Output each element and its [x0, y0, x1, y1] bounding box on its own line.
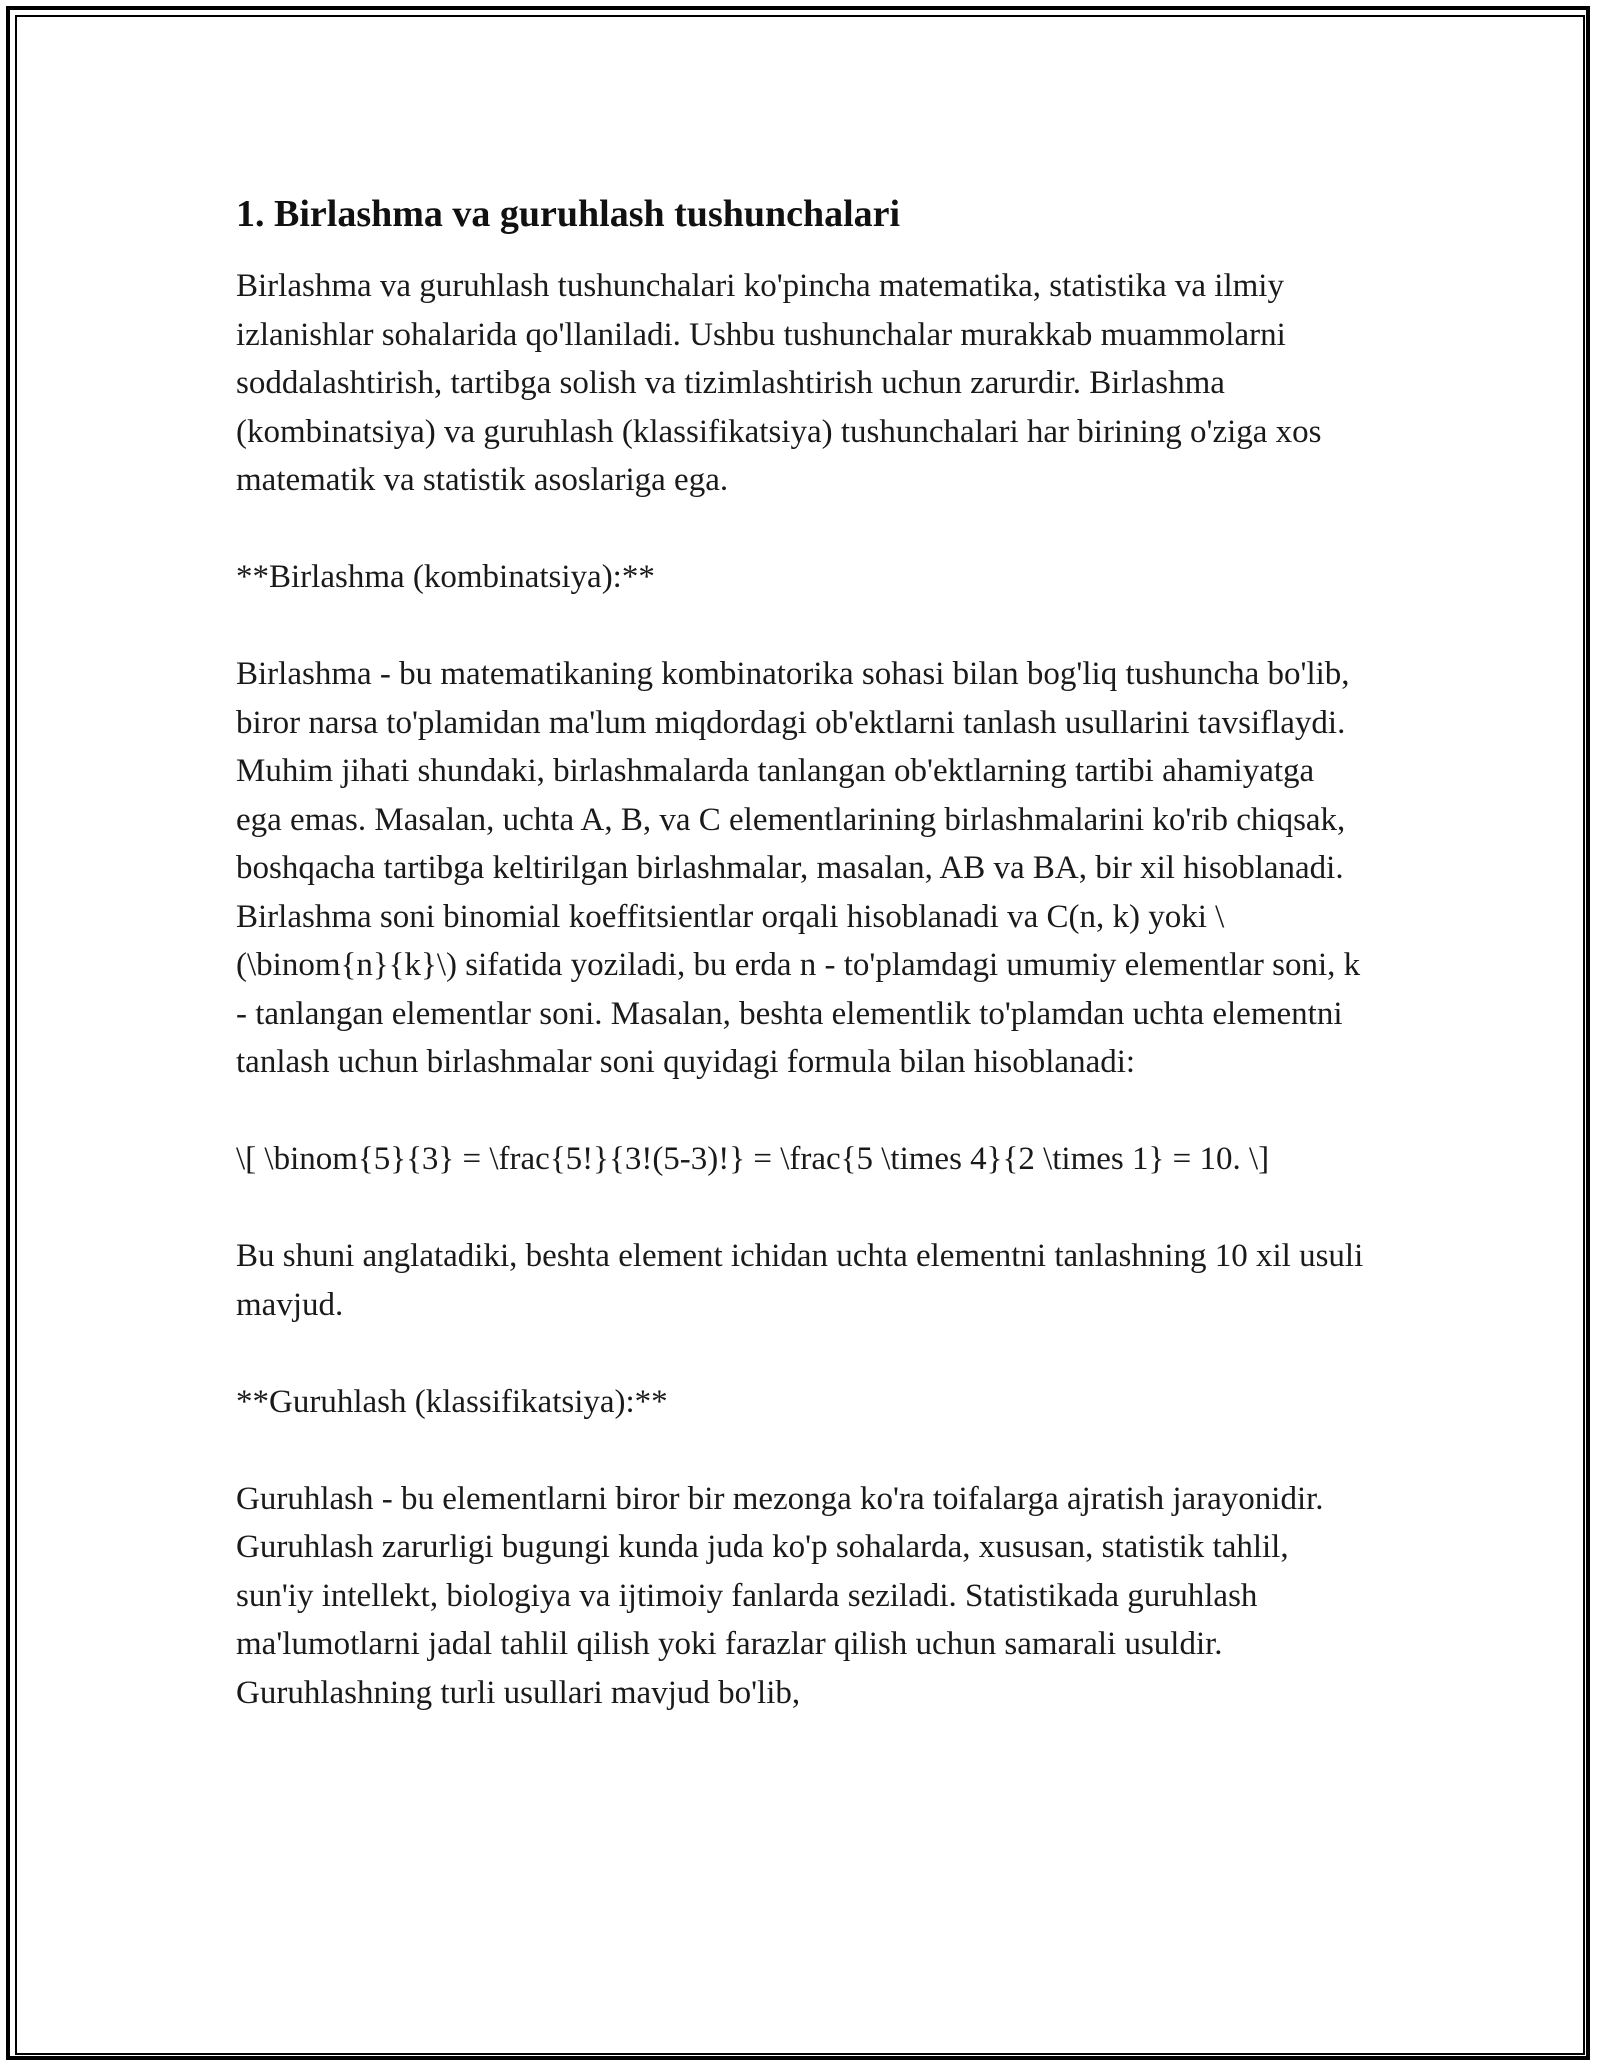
- intro-paragraph: Birlashma va guruhlash tushunchalari ko'pincha matematika, statistika va ilmiy izlanishlar sohalarida qo'llaniladi. Ushbu tushunchalar murakkab muammolarni soddalashtirish, tartibga solish va tizimlashtirish uchun zarurdir. Birlashma (kombinatsiya) va guruhlash (klassifikatsiya) tushunchalari har birining o'ziga xos matematik va statistik asoslariga ega.: [236, 268, 1330, 498]
- guruhlash-paragraph: Guruhlash - bu elementlarni biror bir mezonga ko'ra toifalarga ajratish jarayonidir. Guruhlash zarurligi bugungi kunda juda ko'p sohalarda, xususan, statistik tahlil, sun'iy intellekt, biologiya va ijtimoiy fanlarda seziladi. Statistikada guruhlash ma'lumotlarni jadal tahlil qilish yoki farazlar qilish uchun samarali usuldir. Guruhlashning turli usullari mavjud bo'lib,: [236, 1480, 1332, 1711]
- document-body: [236, 190, 1372, 1766]
- subheading-guruhlash: **Guruhlash (klassifikatsiya):**: [236, 1383, 668, 1420]
- birlashma-paragraph: Birlashma - bu matematikaning kombinatorika sohasi bilan bog'liq tushuncha bo'lib, biror narsa to'plamidan ma'lum miqdordagi ob'ektlarni tanlash usullarini tavsiflaydi. Muhim jihati shundaki, birlashmalarda tanlangan ob'ektlarning tartibi ahamiyatga ega emas. Masalan, uchta A, B, va C elementlarining birlashmalarini ko'rib chiqsak, boshqacha tartibga keltirilgan birlashmalar, masalan, AB va BA, bir xil hisoblanadi. Birlashma soni binomial koeffitsientlar orqali hisoblanadi va C(n, k) yoki \(\binom{n}{k}\) sifatida yoziladi, bu erda n - to'plamdagi umumiy elementlar soni, k - tanlangan elementlar soni. Masalan, beshta elementlik to'plamdan uchta elementni tanlash uchun birlashmalar soni quyidagi formula bilan hisoblanadi:: [236, 656, 1369, 1080]
- formula-paragraph: \[ \binom{5}{3} = \frac{5!}{3!(5-3)!} = \frac{5 \times 4}{2 \times 1} = 10. \]: [236, 1141, 1270, 1177]
- subheading-birlashma: **Birlashma (kombinatsiya):**: [236, 559, 655, 595]
- formula-explanation-paragraph: Bu shuni anglatadiki, beshta element ichidan uchta elementni tanlashning 10 xil usuli mavjud.: [236, 1238, 1372, 1323]
- section-heading: 1. Birlashma va guruhlash tushunchalari: [236, 193, 901, 235]
